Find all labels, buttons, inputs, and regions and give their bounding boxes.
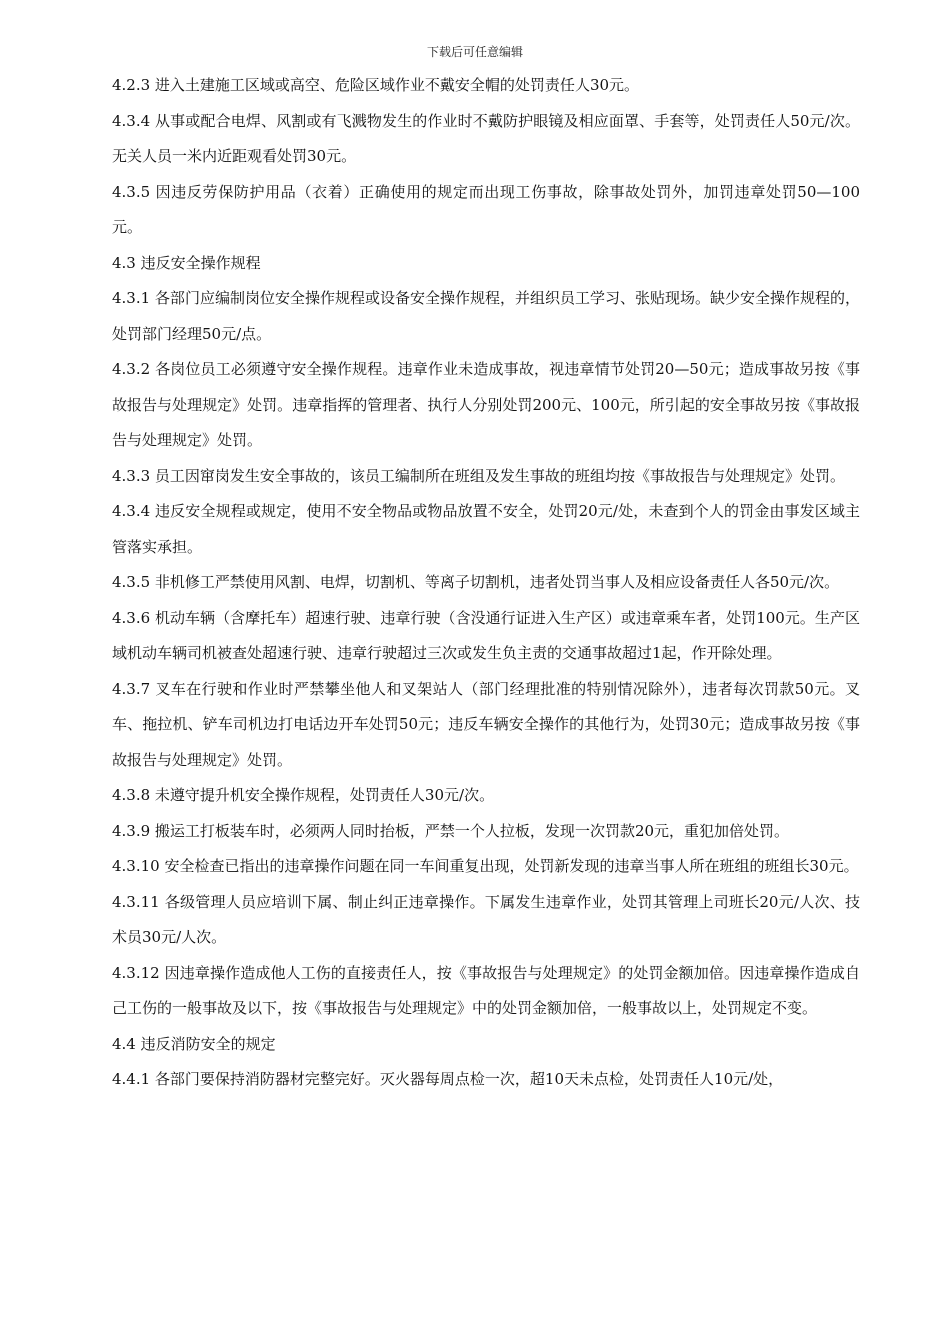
paragraph: 4.3.7 叉车在行驶和作业时严禁攀坐他人和叉架站人（部门经理批准的特别情况除外），违者每次罚款50元。叉车、拖拉机、铲车司机边打电话边开车处罚50元；违反车辆安全操作的其他行为，处罚30元；造成事故另按《事故报告与处理规定》处罚。 xyxy=(112,679,860,769)
paragraph: 4.3.4 从事或配合电焊、风割或有飞溅物发生的作业时不戴防护眼镜及相应面罩、手套等，处罚责任人50元/次。无关人员一米内近距观看处罚30元。 xyxy=(112,111,860,165)
paragraph: 4.3.6 机动车辆（含摩托车）超速行驶、违章行驶（含没通行证进入生产区）或违章乘车者，处罚100元。生产区域机动车辆司机被查处超速行驶、违章行驶超过三次或发生负主责的交通事故超过1起，作开除处理。 xyxy=(112,608,860,662)
paragraph: 4.3.5 因违反劳保防护用品（衣着）正确使用的规定而出现工伤事故，除事故处罚外，加罚违章处罚50—100元。 xyxy=(112,182,860,236)
page-header: 下载后可任意编辑 xyxy=(426,45,523,59)
paragraph: 4.3.5 非机修工严禁使用风割、电焊，切割机、等离子切割机，违者处罚当事人及相应设备责任人各50元/次。 xyxy=(112,573,840,591)
paragraph: 4.3.8 未遵守提升机安全操作规程，处罚责任人30元/次。 xyxy=(112,786,495,804)
section-heading: 4.4 违反消防安全的规定 xyxy=(112,1034,276,1053)
paragraph: 4.3.9 搬运工打板装车时，必须两人同时抬板，严禁一个人拉板，发现一次罚款20元，重犯加倍处罚。 xyxy=(112,821,790,840)
paragraph: 4.3.11 各级管理人员应培训下属、制止纠正违章操作。下属发生违章作业，处罚其管理上司班长20元/人次、技术员30元/人次。 xyxy=(112,892,860,946)
paragraph: 4.3.4 违反安全规程或规定，使用不安全物品或物品放置不安全，处罚20元/处，未查到个人的罚金由事发区域主管落实承担。 xyxy=(112,502,860,556)
paragraph: 4.2.3 进入土建施工区域或高空、危险区域作业不戴安全帽的处罚责任人30元。 xyxy=(112,76,640,94)
paragraph: 4.3.2 各岗位员工必须遵守安全操作规程。违章作业未造成事故，视违章情节处罚20—50元；造成事故另按《事故报告与处理规定》处罚。违章指挥的管理者、执行人分别处罚200元、100元，所引起的安全事故另按《事故报告与处理规定》处罚。 xyxy=(112,360,860,449)
paragraph: 4.4.1 各部门要保持消防器材完整完好。灭火器每周点检一次，超10天未点检，处罚责任人10元/处， xyxy=(112,1070,784,1088)
paragraph: 4.3.1 各部门应编制岗位安全操作规程或设备安全操作规程，并组织员工学习、张贴现场。缺少安全操作规程的，处罚部门经理50元/点。 xyxy=(112,289,860,343)
paragraph: 4.3.10 安全检查已指出的违章操作问题在同一车间重复出现，处罚新发现的违章当事人所在班组的班组长30元。 xyxy=(112,857,859,875)
paragraph: 4.3.3 员工因窜岗发生安全事故的，该员工编制所在班组及发生事故的班组均按《事故报告与处理规定》处罚。 xyxy=(112,466,845,485)
paragraph: 4.3.12 因违章操作造成他人工伤的直接责任人，按《事故报告与处理规定》的处罚金额加倍。因违章操作造成自己工伤的一般事故及以下，按《事故报告与处理规定》中的处罚金额加倍，一般事故以上，处罚规定不变。 xyxy=(112,963,860,1017)
document-body xyxy=(112,68,860,1098)
section-heading: 4.3 违反安全操作规程 xyxy=(112,253,261,272)
